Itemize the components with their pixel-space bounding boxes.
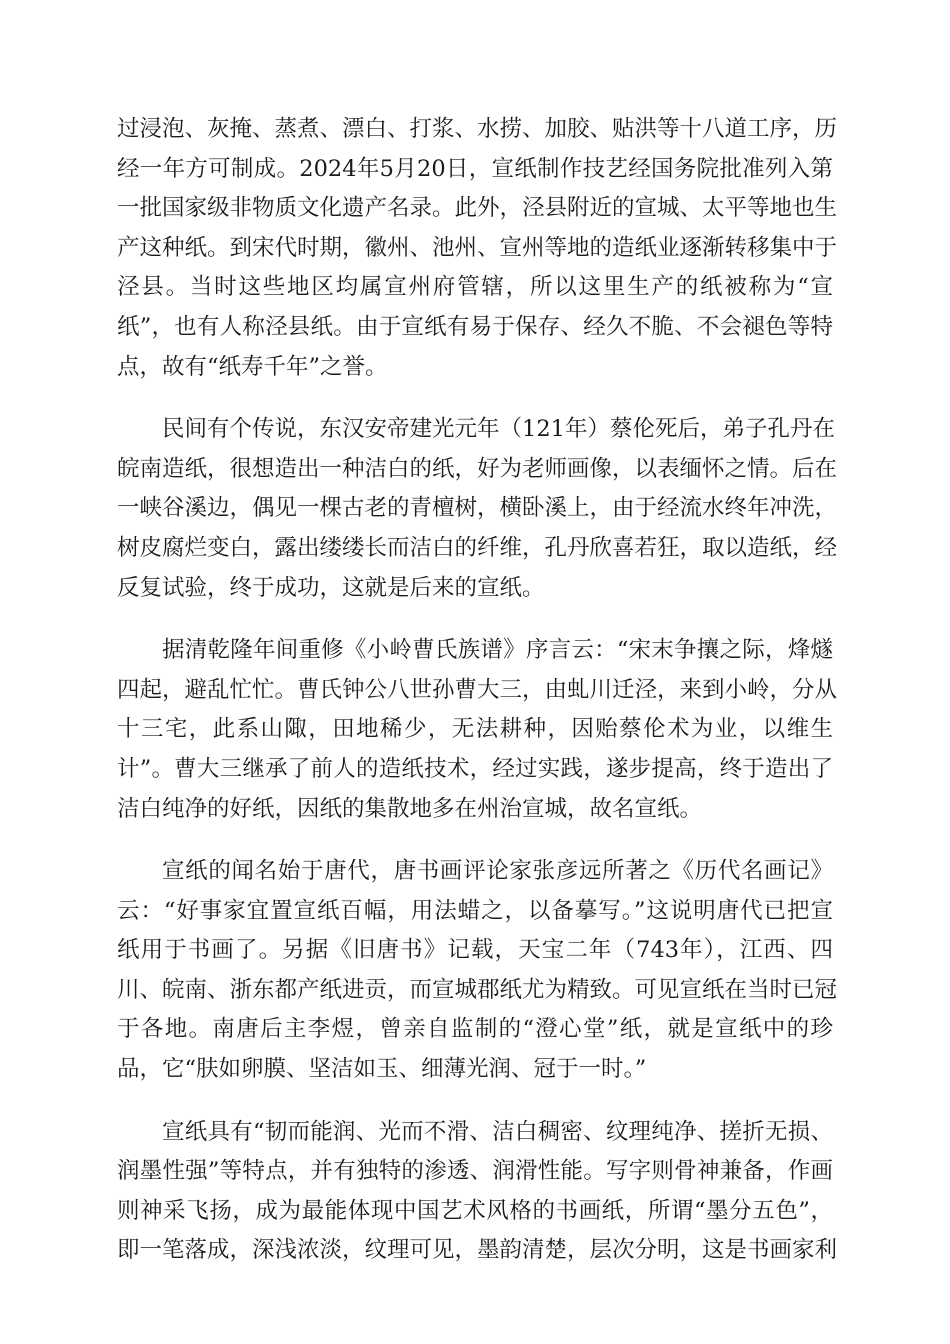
text-line: 据清乾隆年间重修《小岭曹氏族谱》序言云：“宋末争攘之际，烽燧	[162, 637, 833, 664]
text-line: 即一笔落成，深浅浓淡，纹理可见，墨韵清楚，层次分明，这是书画家利	[117, 1237, 838, 1264]
text-line: 纸用于书画了。另据《旧唐书》记载，天宝二年（743年），江西、四	[117, 937, 833, 964]
text-line: 产这种纸。到宋代时期，徽州、池州、宣州等地的造纸业逐渐转移集中于	[117, 234, 838, 261]
text-line: 反复试验，终于成功，这就是后来的宣纸。	[117, 574, 545, 601]
text-line: 洁白纯净的好纸，因纸的集散地多在州治宣城，故名宣纸。	[117, 795, 703, 822]
paragraph-4	[117, 852, 838, 1090]
text-line: 民间有个传说，东汉安帝建光元年（121年）蔡伦死后，弟子孔丹在	[162, 416, 835, 443]
text-line: 一峡谷溪边，偶见一棵古老的青檀树，横卧溪上，由于经流水终年冲洗，	[117, 495, 838, 522]
text-line: 十三宅，此系山陬，田地稀少，无法耕种，因贻蔡伦术为业，以维生	[117, 716, 833, 743]
text-line: 四起，避乱忙忙。曹氏钟公八世孙曹大三，由虬川迁泾，来到小岭，分从	[117, 676, 838, 703]
text-line: 经一年方可制成。2024年5月20日，宣纸制作技艺经国务院批准列入第	[117, 155, 833, 182]
text-line: 润墨性强”等特点，并有独特的渗透、润滑性能。写字则骨神兼备，作画	[117, 1158, 833, 1185]
paragraph-5	[117, 1113, 838, 1271]
text-line: 云：“好事家宜置宣纸百幅，用法蜡之，以备摹写。”这说明唐代已把宣	[117, 897, 833, 924]
text-line: 计”。曹大三继承了前人的造纸技术，经过实践，遂步提高，终于造出了	[117, 755, 833, 782]
text-line: 泾县。当时这些地区均属宣州府管辖，所以这里生产的纸被称为“宣	[117, 274, 833, 301]
paragraph-3	[117, 631, 838, 829]
text-line: 宣纸的闻名始于唐代，唐书画评论家张彦远所著之《历代名画记》	[162, 858, 833, 885]
text-line: 则神采飞扬，成为最能体现中国艺术风格的书画纸，所谓“墨分五色”，	[117, 1197, 833, 1224]
document-page	[117, 110, 838, 1294]
text-line: 树皮腐烂变白，露出缕缕长而洁白的纤维，孔丹欣喜若狂，取以造纸，经	[117, 534, 838, 561]
text-line: 一批国家级非物质文化遗产名录。此外，泾县附近的宣城、太平等地也生	[117, 195, 838, 222]
text-line: 皖南造纸，很想造出一种洁白的纸，好为老师画像，以表缅怀之情。后在	[117, 455, 838, 482]
text-line: 纸”，也有人称泾县纸。由于宣纸有易于保存、经久不脆、不会褪色等特	[117, 313, 833, 340]
paragraph-1	[117, 110, 838, 387]
text-line: 品，它“肤如卵膜、坚洁如玉、细薄光润、冠于一时。”	[117, 1056, 647, 1083]
text-line: 过浸泡、灰掩、蒸煮、漂白、打浆、水捞、加胶、贴洪等十八道工序，历	[117, 116, 838, 142]
text-line: 于各地。南唐后主李煜，曾亲自监制的“澄心堂”纸，就是宣纸中的珍	[117, 1016, 833, 1043]
text-line: 点，故有“纸寿千年”之誉。	[117, 353, 388, 380]
text-line: 宣纸具有“韧而能润、光而不滑、洁白稠密、纹理纯净、搓折无损、	[162, 1118, 833, 1145]
text-line: 川、皖南、浙东都产纸进贡，而宣城郡纸尤为精致。可见宣纸在当时已冠	[117, 976, 838, 1003]
paragraph-2	[117, 410, 838, 608]
